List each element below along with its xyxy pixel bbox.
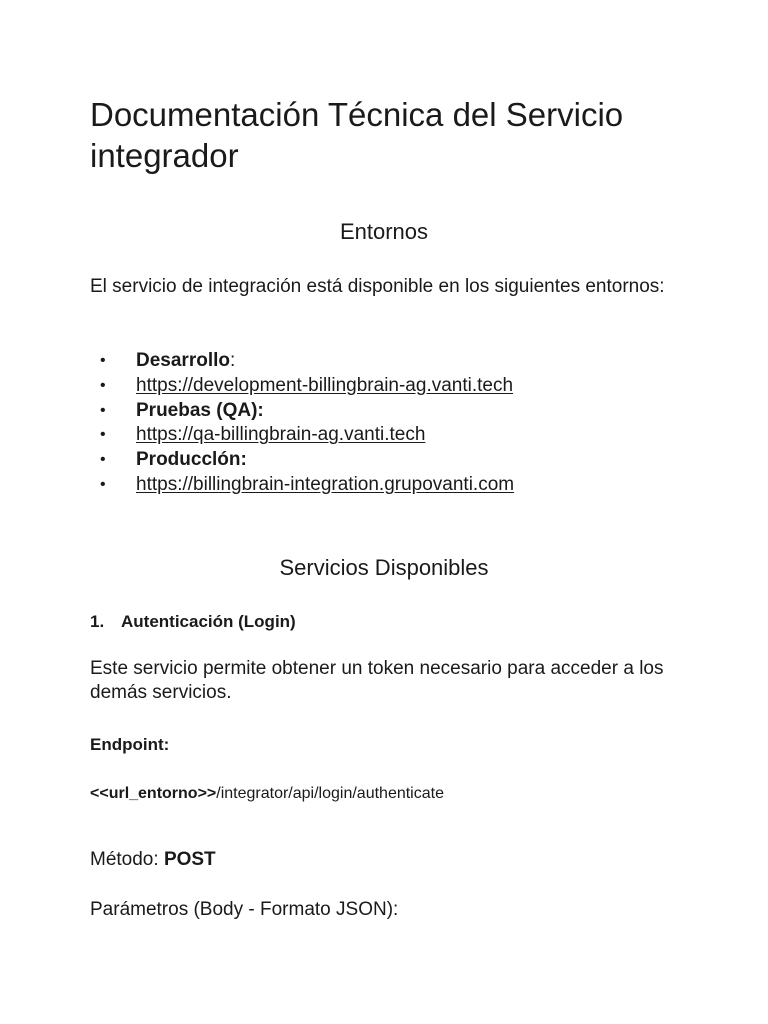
bullet-icon: •: [100, 451, 106, 469]
bullet-icon: •: [100, 475, 106, 493]
environment-label-produccion: Producclón:: [136, 449, 247, 471]
bullet-icon: •: [100, 352, 106, 369]
document-title: Documentación Técnica del Servicio integrador: [90, 96, 624, 174]
environment-link-produccion[interactable]: https://billingbrain-integration.grupovanti.com: [136, 473, 515, 495]
list-item: [100, 399, 514, 424]
environment-link-desarrollo[interactable]: https://development-billingbrain-ag.vanti.tech: [136, 374, 514, 396]
service-title: Autenticación (Login): [121, 612, 296, 631]
bullet-icon: •: [100, 376, 106, 394]
list-item: [100, 473, 514, 498]
endpoint-label: Endpoint:: [90, 735, 170, 754]
section-heading-servicios: Servicios Disponibles: [279, 555, 489, 580]
list-item: [100, 349, 514, 374]
environment-label-pruebas: Pruebas (QA):: [136, 399, 264, 421]
service-number: 1.: [90, 612, 105, 631]
service-description: Este servicio permite obtener un token necesario para acceder a los demás servicios.: [90, 658, 664, 703]
parameters-label: Parámetros (Body - Formato JSON):: [90, 899, 399, 920]
list-item: [100, 423, 514, 448]
method-value: POST: [163, 849, 216, 870]
environment-link-pruebas[interactable]: https://qa-billingbrain-ag.vanti.tech: [136, 424, 426, 446]
endpoint-path: /integrator/api/login/authenticate: [216, 785, 444, 802]
bullet-icon: •: [100, 426, 106, 444]
environments-intro: El servicio de integración está disponible en los siguientes entornos:: [90, 276, 665, 297]
bullet-icon: •: [100, 401, 106, 419]
list-item: [100, 374, 514, 399]
environment-label-suffix: :: [229, 350, 236, 371]
endpoint-placeholder: <<url_entorno>>: [90, 785, 217, 802]
list-item: [100, 448, 514, 473]
method-label: Método:: [90, 849, 164, 870]
section-heading-entornos: Entornos: [339, 219, 429, 244]
environment-list: [100, 349, 514, 498]
method-line: [90, 848, 216, 872]
endpoint-value: [90, 782, 444, 806]
environment-label-desarrollo: Desarrollo: [136, 350, 230, 371]
service-heading-login: [90, 610, 296, 634]
